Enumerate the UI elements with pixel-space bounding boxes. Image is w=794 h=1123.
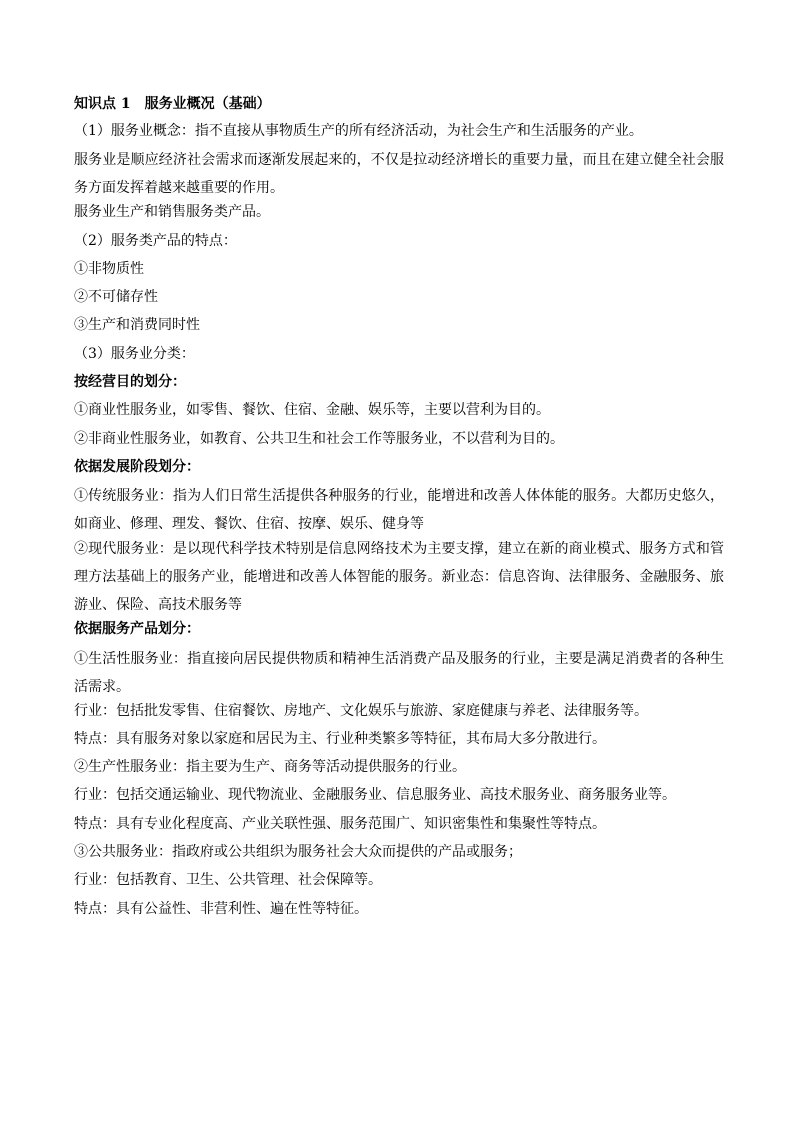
category-heading: 依据发展阶段划分： bbox=[74, 458, 200, 475]
subheading: （2）服务类产品的特点： bbox=[74, 232, 237, 249]
section-heading: 知识点 1 服务业概况（基础） bbox=[74, 96, 271, 112]
list-item: ①非物质性 bbox=[74, 260, 144, 277]
paragraph: 行业：包括教育、卫生、公共管理、社会保障等。 bbox=[74, 872, 382, 889]
paragraph: 行业：包括交通运输业、现代物流业、金融服务业、信息服务业、高技术服务业、商务服务业等。 bbox=[74, 787, 676, 804]
list-item: ②现代服务业：是以现代科学技术特别是信息网络技术为主要支撑，建立在新的商业模式、服务方式和管理方法基础上的服务产业，能增进和改善人体智能的服务。新业态：信息咨询、法律服务、金融服务、旅游业、保险、高技术服务等 bbox=[74, 541, 724, 614]
document-body bbox=[74, 95, 724, 928]
list-item: ②生产性服务业：指主要为生产、商务等活动提供服务的行业。 bbox=[74, 759, 466, 776]
list-item: ③生产和消费同时性 bbox=[74, 317, 200, 334]
paragraph: 特点：具有公益性、非营利性、遍在性等特征。 bbox=[74, 900, 368, 917]
paragraph: 特点：具有专业化程度高、产业关联性强、服务范围广、知识密集性和集聚性等特点。 bbox=[74, 815, 606, 832]
category-heading: 按经营目的划分： bbox=[74, 374, 186, 391]
list-item: ①传统服务业：指为人们日常生活提供各种服务的行业，能增进和改善人体体能的服务。大都历史悠久，如商业、修理、理发、餐饮、住宿、按摩、娱乐、健身等 bbox=[74, 488, 724, 533]
paragraph: 行业：包括批发零售、住宿餐饮、房地产、文化娱乐与旅游、家庭健康与养老、法律服务等。 bbox=[74, 702, 648, 719]
list-item: ②不可储存性 bbox=[74, 289, 158, 306]
category-heading: 依据服务产品划分： bbox=[74, 621, 200, 638]
subheading: （3）服务业分类： bbox=[74, 345, 195, 362]
list-item: ①生活性服务业：指直接向居民提供物质和精神生活消费产品及服务的行业，主要是满足消费者的各种生活需求。 bbox=[74, 650, 724, 695]
paragraph: 服务业是顺应经济社会需求而逐渐发展起来的，不仅是拉动经济增长的重要力量，而且在建立健全社会服务方面发挥着越来越重要的作用。 bbox=[74, 152, 724, 197]
concept-line: （1）服务业概念：指不直接从事物质生产的所有经济活动，为社会生产和生活服务的产业。 bbox=[74, 123, 643, 139]
paragraph: 特点：具有服务对象以家庭和居民为主、行业种类繁多等特征，其布局大多分散进行。 bbox=[74, 730, 606, 747]
list-item: ②非商业性服务业，如教育、公共卫生和社会工作等服务业，不以营利为目的。 bbox=[74, 430, 564, 447]
list-item: ①商业性服务业，如零售、餐饮、住宿、金融、娱乐等，主要以营利为目的。 bbox=[74, 402, 550, 419]
paragraph: 服务业生产和销售服务类产品。 bbox=[74, 204, 270, 221]
list-item: ③公共服务业：指政府或公共组织为服务社会大众而提供的产品或服务； bbox=[74, 844, 522, 861]
